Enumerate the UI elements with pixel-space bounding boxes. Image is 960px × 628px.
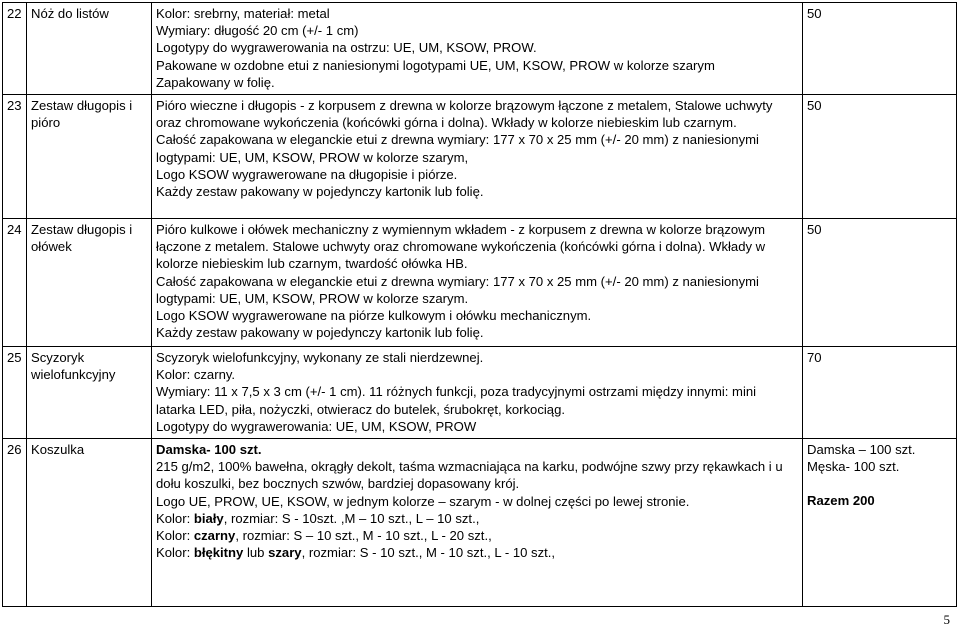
color-name: czarny — [193, 528, 236, 544]
item-quantity: 50 — [803, 95, 957, 219]
color-label: Kolor: — [156, 510, 194, 526]
item-name: Nóż do listów — [27, 3, 152, 95]
color-label: Kolor: — [156, 528, 194, 544]
description-line: Logo UE, PROW, UE, KSOW, w jednym kolorze – szarym - w dolnej części po lewej stronie. — [156, 493, 690, 509]
table-row — [3, 95, 957, 219]
page-number: 5 — [943, 612, 950, 627]
color-name: biały — [193, 510, 224, 526]
size-breakdown: , rozmiar: S - 10szt. ,M – 10 szt., L – 10 szt., — [223, 510, 480, 526]
table-row — [3, 439, 957, 607]
description-line: Każdy zestaw pakowany w pojedynczy kartonik lub folię. — [156, 325, 484, 341]
description-line: Pióro kulkowe i ołówek mechaniczny z wymiennym wkładem - z korpusem z drewna w kolorze brązowym łączone z metalem. Stalowe uchwyty oraz chromowane wykończenia (końcówki górna i dolna). Wkłady w kolorze niebieskim lub czarnym, twardość ołówka HB. — [156, 222, 766, 272]
description-line: Wymiary: 11 x 7,5 x 3 cm (+/- 1 cm). 11 różnych funkcji, poza tradycyjnymi ostrzami między innymi: mini latarka LED, piła, nożyczki, otwieracz do butelek, śrubokręt, korkociąg. — [156, 384, 757, 417]
table-row — [3, 3, 957, 95]
item-number: 25 — [3, 347, 27, 439]
description-heading: Damska- 100 szt. — [156, 442, 262, 458]
description-line: Całość zapakowana w eleganckie etui z drewna wymiary: 177 x 70 x 25 mm (+/- 20 mm) z naniesionymi logtypami: UE, UM, KSOW, PROW w kolorze szarym, — [156, 132, 759, 165]
description-line: Pióro wieczne i długopis - z korpusem z drewna w kolorze brązowym łączone z metalem, Stalowe uchwyty oraz chromowane wykończenia (końcówki górna i dolna). Wkłady w kolorze niebieskim lub czarnym. — [156, 98, 773, 131]
quantity-men: Męska- 100 szt. — [807, 459, 900, 475]
item-quantity: 50 — [803, 219, 957, 347]
color-connector: lub — [243, 545, 269, 561]
description-line: Scyzoryk wielofunkcyjny, wykonany ze stali nierdzewnej. — [156, 350, 484, 366]
item-quantity: 70 — [803, 347, 957, 439]
description-line: Kolor: czarny. — [156, 367, 236, 383]
description-line: Każdy zestaw pakowany w pojedynczy kartonik lub folię. — [156, 184, 484, 200]
description-line: Kolor: srebrny, materiał: metal — [156, 6, 330, 21]
color-name: szary — [268, 545, 302, 561]
item-quantity — [803, 439, 957, 607]
description-line: Logotypy do wygrawerowania: UE, UM, KSOW, PROW — [156, 418, 477, 434]
item-description — [152, 219, 803, 347]
item-description — [152, 95, 803, 219]
description-line: Wymiary: długość 20 cm (+/- 1 cm) — [156, 23, 359, 39]
item-name: Koszulka — [27, 439, 152, 607]
item-description — [152, 439, 803, 607]
item-description — [152, 3, 803, 95]
description-line: Pakowane w ozdobne etui z naniesionymi logotypami UE, UM, KSOW, PROW w kolorze szarym — [156, 57, 715, 73]
color-size-line — [156, 527, 798, 544]
description-line: Logo KSOW wygrawerowane na piórze kulkowym i ołówku mechanicznym. — [156, 308, 592, 324]
quantity-women: Damska – 100 szt. — [807, 442, 916, 458]
item-quantity: 50 — [803, 3, 957, 95]
color-size-line — [156, 544, 798, 561]
item-number: 23 — [3, 95, 27, 219]
size-breakdown: , rozmiar: S – 10 szt., M - 10 szt., L - 20 szt., — [235, 528, 492, 544]
specification-table — [2, 2, 957, 607]
description-line: Całość zapakowana w eleganckie etui z drewna wymiary: 177 x 70 x 25 mm (+/- 20 mm) z naniesionymi logtypami: UE, UM, KSOW, PROW w kolorze szarym. — [156, 273, 759, 306]
description-line: Logo KSOW wygrawerowane na długopisie i piórze. — [156, 166, 458, 182]
description-line: 215 g/m2, 100% bawełna, okrągły dekolt, taśma wzmacniająca na karku, podwójne szwy przy rękawkach i u dołu koszulki, bez bocznych szwów, bardziej dopasowany krój. — [156, 459, 783, 492]
item-number: 26 — [3, 439, 27, 607]
color-size-line — [156, 510, 798, 527]
description-line: Logotypy do wygrawerowania na ostrzu: UE, UM, KSOW, PROW. — [156, 40, 537, 56]
description-line: Zapakowany w folię. — [156, 74, 275, 90]
table-row — [3, 219, 957, 347]
item-number: 22 — [3, 3, 27, 95]
color-label: Kolor: — [156, 545, 194, 561]
item-name: Zestaw długopis i pióro — [27, 95, 152, 219]
table-row — [3, 347, 957, 439]
size-breakdown: , rozmiar: S - 10 szt., M - 10 szt., L - 10 szt., — [301, 545, 556, 561]
item-description — [152, 347, 803, 439]
item-name: Scyzoryk wielofunkcyjny — [27, 347, 152, 439]
quantity-total: Razem 200 — [807, 493, 875, 509]
item-number: 24 — [3, 219, 27, 347]
item-name: Zestaw długopis i ołówek — [27, 219, 152, 347]
color-name: błękitny — [193, 545, 244, 561]
